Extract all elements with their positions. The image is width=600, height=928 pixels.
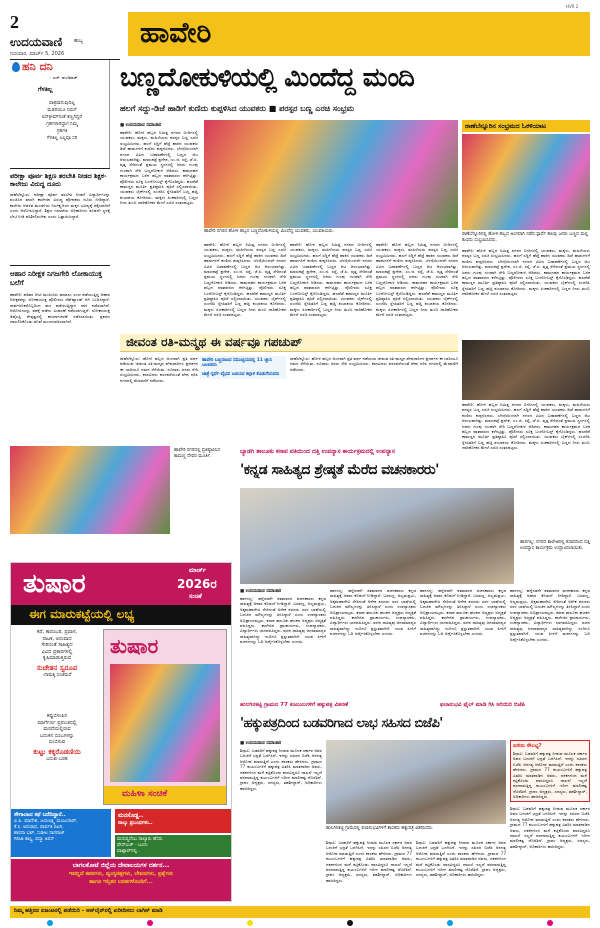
feature-line: ಮರದೆಯಲ್ಲಿರುವ	[43, 726, 71, 732]
vachana-title: 'ಕನ್ನಡ ಸಾಹಿತ್ಯದ ಶ್ರೇಷ್ಠತೆ ಮೆರೆದ ವಚನಕಾರರು'	[240, 462, 439, 478]
highlight-name: ಸುಚೇತನ ಸ್ವರೂಪ	[36, 663, 78, 672]
bjp-box-body: ಶಿಗ್ಗಾವಿ: ಬಡವರಿಗೆ ಹಕ್ಕುಪತ್ರ ನೀಡುವ ಮೂಲಕ ಸರ್ಕಾರ ಅವರ ಬದುಕಿಗೆ ಭದ್ರತೆ ಒದಗಿಸಿದೆ. ಇದನ್ನು ಸಹಿಸದ ಬಿಜೆಪಿ ಅನಗತ್ಯ ಆರೋಪ ಮಾಡುತ್ತಿದೆ ಎಂದು ಶಾಸಕರು ಹೇಳಿದರು. ಗ್ರಾಮದ 77 ಕುಟುಂಬಗಳಿಗೆ ಹಕ್ಕುಪತ್ರ ವಿತರಿಸಿ ಮಾತನಾಡಿದ ಅವರು, ದಶಕಗಳಿಂದ ಮನೆ ಕಟ್ಟಿಕೊಂಡು ವಾಸವಿದ್ದರೂ ದಾಖಲೆ ಇಲ್ಲದೆ ಪರದಾಡುತ್ತಿದ್ದ ಕುಟುಂಬಗಳಿಗೆ ಇದೀಗ ಮಾಲೀಕತ್ವ ದೊರೆತಿದೆ. ಗ್ರಾಪಂ ಅಧ್ಯಕ್ಷರು, ಸದಸ್ಯರು, ತಹಶೀಲ್ದಾರ್, ಅಧಿಕಾರಿಗಳು ಹಾಜರಿದ್ದರು.	[513, 751, 587, 800]
hanidani-author: - ಎಚ್. ಡುಂಡಿರಾಜ್	[50, 75, 78, 80]
bottom-line: ಹಾಗೂ ಇನ್ನಿತರ ಬರಹಗಳೊಂದಿಗೆ...	[89, 879, 153, 885]
left-story1-body: ರಾಣೆಬೆನ್ನೂರು: ಪರೀಕ್ಷಾ ಪೂರ್ವ ತರಬೇತಿ ನೀಡದೆ ವಿದ್ಯಾರ್ಥಿಗಳನ್ನು ವಂಚಿಸಿದ ಖಾಸಗಿ ಕಾಲೇಜಿನ ವಿರುದ್ಧ ಪೋಷಕರು ದೂರು ನೀಡಿದ್ದಾರೆ. ಕಾಲೇಜು ಆಡಳಿತ ಮಂಡಳಿಯ ನಿರ್ಲಕ್ಷ್ಯದಿಂದ ಮಕ್ಕಳ ಭವಿಷ್ಯಕ್ಕೆ ಧಕ್ಕೆಯಾಗಿದೆ ಎಂದು ಆರೋಪಿಸಿದ್ದಾರೆ. ಶಿಕ್ಷಣ ಇಲಾಖೆಯ ಅಧಿಕಾರಿಗಳು ಕೂಡಲೇ ಸ್ಥಳಕ್ಕೆ ಭೇಟಿ ನೀಡಿ ಪರಿಶೀಲಿಸಬೇಕು ಎಂದು ಒತ್ತಾಯಿಸಿದ್ದಾರೆ.	[10, 192, 110, 219]
subhead-separator: ■	[268, 104, 280, 113]
feature-line: ಕಪ್ಪುಬಿಳುಪಿನ	[46, 713, 68, 719]
tushara-brand: ತುಷಾರ	[23, 569, 86, 599]
cmyk-dot-cyan	[447, 920, 453, 926]
footer-ticker	[10, 906, 590, 918]
col2b-line: ಫೇಸ್‌ಬುಕ್ - ಬಂದು	[117, 843, 148, 848]
col2-sub: ನಾಲ್ಕು ಪ್ರಬಂಧಗಳು..	[118, 820, 153, 826]
vachana-body-col1: ಹಾನಗಲ್ಲ: ಹನ್ನೆರಡನೇ ಶತಮಾನದ ವಚನಕಾರರು ಕನ್ನಡ ಸಾಹಿತ್ಯಕ್ಕೆ ಅಪಾರ ಕೊಡುಗೆ ನೀಡಿದ್ದಾರೆ. ಬಸವಣ್ಣ, ಅಲ್ಲಮಪ್ರಭು, ಅಕ್ಕಮಹಾದೇವಿ ಸೇರಿದಂತೆ ಅನೇಕ ಶರಣರು ಸರಳ ಭಾಷೆಯಲ್ಲಿ ಬದುಕಿನ ಮೌಲ್ಯಗಳನ್ನು ತಿಳಿಸಿದ್ದಾರೆ ಎಂದು ಉಪನ್ಯಾಸಕರು ಅಭಿಪ್ರಾಯಪಟ್ಟರು. ಕಸಾಪ ತಾಲೂಕು ಘಟಕದ ಅಧ್ಯಕ್ಷರು ಅಧ್ಯಕ್ಷತೆ ವಹಿಸಿದ್ದರು. ಕಾಲೇಜಿನ ಪ್ರಾಚಾರ್ಯರು, ಉಪನ್ಯಾಸಕರು, ವಿದ್ಯಾರ್ಥಿಗಳು ಭಾಗವಹಿಸಿದ್ದರು. ವಚನ ಸಾಹಿತ್ಯವು ಜನಸಾಮಾನ್ಯರ ಸಾಹಿತ್ಯವಾಗಿದ್ದು ಇಂದಿಗೂ ಪ್ರಸ್ತುತವಾಗಿದೆ. ಯುವ ಪೀಳಿಗೆ ವಚನಗಳನ್ನು ಓದಿ ಅರ್ಥೈಸಿಕೊಳ್ಳಬೇಕು ಎಂದರು.	[240, 596, 326, 645]
tushara-year: 2026ರ	[177, 577, 217, 591]
cover-issue-bar	[104, 786, 226, 804]
bjp-body-col1: ಶಿಗ್ಗಾವಿ: ಬಡವರಿಗೆ ಹಕ್ಕುಪತ್ರ ನೀಡುವ ಮೂಲಕ ಸರ್ಕಾರ ಅವರ ಬದುಕಿಗೆ ಭದ್ರತೆ ಒದಗಿಸಿದೆ. ಇದನ್ನು ಸಹಿಸದ ಬಿಜೆಪಿ ಅನಗತ್ಯ ಆರೋಪ ಮಾಡುತ್ತಿದೆ ಎಂದು ಶಾಸಕರು ಹೇಳಿದರು. ಗ್ರಾಮದ 77 ಕುಟುಂಬಗಳಿಗೆ ಹಕ್ಕುಪತ್ರ ವಿತರಿಸಿ ಮಾತನಾಡಿದ ಅವರು, ದಶಕಗಳಿಂದ ಮನೆ ಕಟ್ಟಿಕೊಂಡು ವಾಸವಿದ್ದರೂ ದಾಖಲೆ ಇಲ್ಲದೆ ಪರದಾಡುತ್ತಿದ್ದ ಕುಟುಂಬಗಳಿಗೆ ಇದೀಗ ಮಾಲೀಕತ್ವ ದೊರೆತಿದೆ. ಗ್ರಾಪಂ ಅಧ್ಯಕ್ಷರು, ಸದಸ್ಯರು, ತಹಶೀಲ್ದಾರ್, ಅಧಿಕಾರಿಗಳು ಹಾಜರಿದ್ದರು.	[240, 748, 322, 791]
col1-line: ಕೆ.ಸಿ. ಅನುರಾಧ, ಪಾರ್ವತಿ ಪಿಟಗಿ,	[14, 825, 64, 830]
tushara-col1	[11, 809, 111, 857]
gossip-photo	[10, 446, 170, 534]
left-story2-body: ಹಾವೇರಿ: ಪಡಿತರ ಚೀಟಿ ಮಂಜೂರು ಮಾಡಲು ಲಂಚ ಪಡೆಯುತ್ತಿದ್ದ ಆಹಾರ ನಿರೀಕ್ಷಕರನ್ನು ಲೋಕಾಯುಕ್ತ ಪೊಲೀಸರು ರೆಡ್‌ಹ್ಯಾಂಡ್ ಆಗಿ ಬಂಧಿಸಿದ್ದಾರೆ. ಸಾರ್ವಜನಿಕರೊಬ್ಬರಿಂದ ಹಣ ಪಡೆಯುತ್ತಿದ್ದಾಗ ದಾಳಿ ನಡೆಸಲಾಗಿದೆ. ಆರೋಪಿಯನ್ನು ವಶಕ್ಕೆ ಪಡೆದು ವಿಚಾರಣೆ ನಡೆಸಲಾಗುತ್ತಿದೆ. ಲೋಕಾಯುಕ್ತ ಡಿವೈಎಸ್ಪಿ ನೇತೃತ್ವದಲ್ಲಿ ಕಾರ್ಯಾಚರಣೆ ನಡೆಸಲಾಯಿತು. ಪ್ರಕರಣ ದಾಖಲಿಸಿಕೊಂಡು ತನಿಖೆ ಮುಂದುವರಿಸಲಾಗಿದೆ.	[10, 292, 110, 325]
highlight-sub: -ನಾಮಕ್ಕ ಸಂಜೆಮನೆ	[42, 672, 72, 678]
bjp-kicker-right: ಫಲಾನುಭವಿ ಫೈಲ್ ಮಾಡಿ ಗಿಸಿ ಅರಿಯಿರಿ ಬಿಜೆಪಿ	[440, 702, 526, 708]
main-body-col1: ಹಾವೇರಿ: ಹೋಳಿ ಹಬ್ಬದ ನಿಮಿತ್ತ ನಗರದ ಬೀದಿಗಳಲ್ಲಿ ಯುವಕರು, ಮಕ್ಕಳು, ಮಹಿಳೆಯರು ಪರಸ್ಪರ ಬಣ್ಣ ಎರಚಿ ಸಂಭ್ರಮಿಸಿದರು. ಹಲಗೆ ಸದ್ದಿಗೆ ಹೆಜ್ಜೆ ಹಾಕಿದ ಯುವಕರು ಡಿಜೆ ಹಾಡುಗಳಿಗೆ ಕುಣಿದು ಕುಪ್ಪಳಿಸಿದರು. ಬೆಳಗ್ಗೆಯಿಂದಲೇ ನಗರದ ವಿವಿಧ ಬಡಾವಣೆಗಳಲ್ಲಿ ಬಣ್ಣದ ಆಟ ಆರಂಭವಾಗಿತ್ತು. ಮಾರುಕಟ್ಟೆ ಪ್ರದೇಶ, ಎಂ.ಜಿ. ರಸ್ತೆ, ಜೆ.ಪಿ. ವೃತ್ತ ಸೇರಿದಂತೆ ಪ್ರಮುಖ ಸ್ಥಳಗಳಲ್ಲಿ ಜನರು ಗುಂಪು ಗುಂಪಾಗಿ ಸೇರಿ ಬಣ್ಣದೋಕುಳಿ ಆಡಿದರು. ಕಾಮದಹನ ಕಾರ್ಯಕ್ರಮದ ಬಳಿಕ ಹಬ್ಬದ ವಾತಾವರಣ ಕಳೆಗಟ್ಟಿತ್ತು. ಪೊಲೀಸರು ಸೂಕ್ತ ಬಂದೋಬಸ್ತ್ ಕೈಗೊಂಡಿದ್ದರು. ಹಲವೆಡೆ ಕಾಮಣ್ಣನ ಮೂರ್ತಿ ಪ್ರತಿಷ್ಠಾಪಿಸಿ ಪೂಜೆ ಸಲ್ಲಿಸಲಾಯಿತು. ಯುವಕರು ಬೈಕ್‌ಗಳಲ್ಲಿ ಸಂಚರಿಸಿ ಸ್ನೇಹಿತರಿಗೆ ಬಣ್ಣ ಹಚ್ಚಿ ಶುಭಾಶಯ ಕೋರಿದರು. ಮಕ್ಕಳು ಪಿಚಕಾರಿಗಳಲ್ಲಿ ಬಣ್ಣದ ನೀರು ತುಂಬಿ ದಾರಿಹೋಕರ ಮೇಲೆ ಎರಚಿ ಸಂತಸಪಟ್ಟರು.	[120, 130, 198, 206]
promo-line: ವಿವಿಧ ಪ್ರಕಾರಗಳಲ್ಲಿ	[41, 648, 73, 655]
tushara-bottom	[11, 859, 231, 901]
feature-line: ಬಿಂಬಿಸುವ	[48, 739, 66, 745]
cmyk-dot-magenta	[147, 920, 153, 926]
left-story2-title: ಆಹಾರ ನಿರೀಕ್ಷಕ ನಿಗಜಗೇರಿ ಲೋಕಾಯುಕ್ತ ಬಲೆಗೆ	[10, 270, 103, 287]
main-byline: ■ ಉದಯವಾಣಿ ಸಮಾಚಾರ	[120, 123, 162, 128]
gossip-bullets	[200, 356, 286, 379]
bjp-body-col3: ಶಿಗ್ಗಾವಿ: ಬಡವರಿಗೆ ಹಕ್ಕುಪತ್ರ ನೀಡುವ ಮೂಲಕ ಸರ್ಕಾರ ಅವರ ಬದುಕಿಗೆ ಭದ್ರತೆ ಒದಗಿಸಿದೆ. ಇದನ್ನು ಸಹಿಸದ ಬಿಜೆಪಿ ಅನಗತ್ಯ ಆರೋಪ ಮಾಡುತ್ತಿದೆ ಎಂದು ಶಾಸಕರು ಹೇಳಿದರು. ಗ್ರಾಮದ 77 ಕುಟುಂಬಗಳಿಗೆ ಹಕ್ಕುಪತ್ರ ವಿತರಿಸಿ ಮಾತನಾಡಿದ ಅವರು, ದಶಕಗಳಿಂದ ಮನೆ ಕಟ್ಟಿಕೊಂಡು ವಾಸವಿದ್ದರೂ ದಾಖಲೆ ಇಲ್ಲದೆ ಪರದಾಡುತ್ತಿದ್ದ ಕುಟುಂಬಗಳಿಗೆ ಇದೀಗ ಮಾಲೀಕತ್ವ ದೊರೆತಿದೆ. ಗ್ರಾಪಂ ಅಧ್ಯಕ್ಷರು, ಸದಸ್ಯರು, ತಹಶೀಲ್ದಾರ್, ಅಧಿಕಾರಿಗಳು ಹಾಜರಿದ್ದರು.	[416, 840, 506, 878]
gossip-side-caption: ಹಾವೇರಿ ನಗರದಲ್ಲಿ ಪ್ರತಿಷ್ಠಾಪಿಸಿದ ಕಾಮಣ್ಣ ದೇವರ ಮೂರ್ತಿ.	[174, 448, 221, 459]
col1-title: ಸೌಗಾಲಾದ ಕಥೆ ಬರೆದಿದ್ದಾರೆ..	[14, 812, 66, 818]
bjp-photo	[326, 740, 506, 824]
sidebar-photo	[462, 134, 590, 230]
gossip-banner	[120, 334, 458, 352]
sidebar-title-bar	[462, 120, 590, 132]
divider	[10, 265, 110, 266]
bjp-title: 'ಹಕ್ಕುಪತ್ರದಿಂದ ಬಡವರಿಗಾದ ಲಾಭ ಸಹಿಸದ ಬಿಜೆಪಿ'	[240, 716, 443, 731]
cover-photo	[110, 664, 220, 782]
hanidani-title: ಹನಿ ದನಿ	[22, 60, 53, 73]
col2b-line: ಮನುಷ್ಯನೆಂಬ ನಾಲ್ಕಾರು ಹೆಸರು	[117, 837, 163, 842]
cmyk-dot-yellow	[247, 920, 253, 926]
vachana-caption: ಹಾನಗಲ್ಲ: ನಗರದ ಕಾಲೇಜಿನಲ್ಲಿ ಕಸಾಪದಿಂದ ದತ್ತಿ ಉಪನ್ಯಾಸ ಕಾರ್ಯಕ್ರಮ ಉದ್ಘಾಟಿಸಲಾಯಿತು.	[520, 540, 590, 551]
gossip-body-col2: ರಾಣೆಬೆನ್ನೂರು: ಹೋಳಿ ಹಬ್ಬದ ಅಂಗವಾಗಿ ಪ್ರತಿ ವರ್ಷ ನಡೆಯುವ ಜೀವಂತ ರತಿ-ಮನ್ಮಥ ವೇಷಧಾರಿಗಳ ಪ್ರದರ್ಶನ ಈ ಬಾರಿಯೂ ಗಮನ ಸೆಳೆಯಿತು. ನೂರಾರು ಜನರು ಸೇರಿ ಸಂಭ್ರಮಿಸಿದರು. ಕಲಾವಿದರು ಪರಂಪರೆಯಂತೆ ವೇಷ ಧರಿಸಿ ನಗರದಲ್ಲಿ ಮೆರವಣಿಗೆ ನಡೆಸಿದರು.	[290, 356, 458, 372]
vachana-body-col2: ಹಾನಗಲ್ಲ: ಹನ್ನೆರಡನೇ ಶತಮಾನದ ವಚನಕಾರರು ಕನ್ನಡ ಸಾಹಿತ್ಯಕ್ಕೆ ಅಪಾರ ಕೊಡುಗೆ ನೀಡಿದ್ದಾರೆ. ಬಸವಣ್ಣ, ಅಲ್ಲಮಪ್ರಭು, ಅಕ್ಕಮಹಾದೇವಿ ಸೇರಿದಂತೆ ಅನೇಕ ಶರಣರು ಸರಳ ಭಾಷೆಯಲ್ಲಿ ಬದುಕಿನ ಮೌಲ್ಯಗಳನ್ನು ತಿಳಿಸಿದ್ದಾರೆ ಎಂದು ಉಪನ್ಯಾಸಕರು ಅಭಿಪ್ರಾಯಪಟ್ಟರು. ಕಸಾಪ ತಾಲೂಕು ಘಟಕದ ಅಧ್ಯಕ್ಷರು ಅಧ್ಯಕ್ಷತೆ ವಹಿಸಿದ್ದರು. ಕಾಲೇಜಿನ ಪ್ರಾಚಾರ್ಯರು, ಉಪನ್ಯಾಸಕರು, ವಿದ್ಯಾರ್ಥಿಗಳು ಭಾಗವಹಿಸಿದ್ದರು. ವಚನ ಸಾಹಿತ್ಯವು ಜನಸಾಮಾನ್ಯರ ಸಾಹಿತ್ಯವಾಗಿದ್ದು ಇಂದಿಗೂ ಪ್ರಸ್ತುತವಾಗಿದೆ. ಯುವ ಪೀಳಿಗೆ ವಚನಗಳನ್ನು ಓದಿ ಅರ್ಥೈಸಿಕೊಳ್ಳಬೇಕು ಎಂದರು.	[330, 588, 416, 637]
cmyk-dot-black	[347, 920, 353, 926]
main-body-col6: ಹಾವೇರಿ: ಹೋಳಿ ಹಬ್ಬದ ನಿಮಿತ್ತ ನಗರದ ಬೀದಿಗಳಲ್ಲಿ ಯುವಕರು, ಮಕ್ಕಳು, ಮಹಿಳೆಯರು ಪರಸ್ಪರ ಬಣ್ಣ ಎರಚಿ ಸಂಭ್ರಮಿಸಿದರು. ಹಲಗೆ ಸದ್ದಿಗೆ ಹೆಜ್ಜೆ ಹಾಕಿದ ಯುವಕರು ಡಿಜೆ ಹಾಡುಗಳಿಗೆ ಕುಣಿದು ಕುಪ್ಪಳಿಸಿದರು. ಬೆಳಗ್ಗೆಯಿಂದಲೇ ನಗರದ ವಿವಿಧ ಬಡಾವಣೆಗಳಲ್ಲಿ ಬಣ್ಣದ ಆಟ ಆರಂಭವಾಗಿತ್ತು. ಮಾರುಕಟ್ಟೆ ಪ್ರದೇಶ, ಎಂ.ಜಿ. ರಸ್ತೆ, ಜೆ.ಪಿ. ವೃತ್ತ ಸೇರಿದಂತೆ ಪ್ರಮುಖ ಸ್ಥಳಗಳಲ್ಲಿ ಜನರು ಗುಂಪು ಗುಂಪಾಗಿ ಸೇರಿ ಬಣ್ಣದೋಕುಳಿ ಆಡಿದರು. ಕಾಮದಹನ ಕಾರ್ಯಕ್ರಮದ ಬಳಿಕ ಹಬ್ಬದ ವಾತಾವರಣ ಕಳೆಗಟ್ಟಿತ್ತು. ಪೊಲೀಸರು ಸೂಕ್ತ ಬಂದೋಬಸ್ತ್ ಕೈಗೊಂಡಿದ್ದರು. ಹಲವೆಡೆ ಕಾಮಣ್ಣನ ಮೂರ್ತಿ ಪ್ರತಿಷ್ಠಾಪಿಸಿ ಪೂಜೆ ಸಲ್ಲಿಸಲಾಯಿತು. ಯುವಕರು ಬೈಕ್‌ಗಳಲ್ಲಿ ಸಂಚರಿಸಿ ಸ್ನೇಹಿತರಿಗೆ ಬಣ್ಣ ಹಚ್ಚಿ ಶುಭಾಶಯ ಕೋರಿದರು. ಮಕ್ಕಳು ಪಿಚಕಾರಿಗಳಲ್ಲಿ ಬಣ್ಣದ ನೀರು ತುಂಬಿ ದಾರಿಹೋಕರ ಮೇಲೆ ಎರಚಿ ಸಂತಸಪಟ್ಟರು.	[462, 402, 590, 451]
tushara-issue: ಸಂಚಿಕೆ	[189, 593, 202, 600]
feature-line: ಮಾರ್ಗೆರ್ಣ ಪ್ರಪಂಚದಲ್ಲಿ	[37, 719, 77, 726]
poem-line: ಗ್ರಹಗತಿ	[56, 129, 68, 134]
sidebar-title: ರಾಣೆಬೆನ್ನೂರಿನ ಸಂಭ್ರಮದ ಓಕಳಿಯಾಟ	[465, 122, 547, 130]
col1-line: ವಿ.ಪಿ. ಮಾದೇಶ, ಜಯಲಕ್ಷ್ಮಿ ಮಂಜುನಾಥ್,	[14, 819, 78, 824]
vachana-body-col4: ಹಾನಗಲ್ಲ: ಹನ್ನೆರಡನೇ ಶತಮಾನದ ವಚನಕಾರರು ಕನ್ನಡ ಸಾಹಿತ್ಯಕ್ಕೆ ಅಪಾರ ಕೊಡುಗೆ ನೀಡಿದ್ದಾರೆ. ಬಸವಣ್ಣ, ಅಲ್ಲಮಪ್ರಭು, ಅಕ್ಕಮಹಾದೇವಿ ಸೇರಿದಂತೆ ಅನೇಕ ಶರಣರು ಸರಳ ಭಾಷೆಯಲ್ಲಿ ಬದುಕಿನ ಮೌಲ್ಯಗಳನ್ನು ತಿಳಿಸಿದ್ದಾರೆ ಎಂದು ಉಪನ್ಯಾಸಕರು ಅಭಿಪ್ರಾಯಪಟ್ಟರು. ಕಸಾಪ ತಾಲೂಕು ಘಟಕದ ಅಧ್ಯಕ್ಷರು ಅಧ್ಯಕ್ಷತೆ ವಹಿಸಿದ್ದರು. ಕಾಲೇಜಿನ ಪ್ರಾಚಾರ್ಯರು, ಉಪನ್ಯಾಸಕರು, ವಿದ್ಯಾರ್ಥಿಗಳು ಭಾಗವಹಿಸಿದ್ದರು. ವಚನ ಸಾಹಿತ್ಯವು ಜನಸಾಮಾನ್ಯರ ಸಾಹಿತ್ಯವಾಗಿದ್ದು ಇಂದಿಗೂ ಪ್ರಸ್ತುತವಾಗಿದೆ. ಯುವ ಪೀಳಿಗೆ ವಚನಗಳನ್ನು ಓದಿ ಅರ್ಥೈಸಿಕೊಳ್ಳಬೇಕು ಎಂದರು.	[510, 588, 590, 642]
bottom-line: ಇವಲ್ಲದೆ ಕವನಗಳು, ವ್ಯಂಗ್ಯಚಿತ್ರಗಳು, ಲೇಖನಗಳು, ಪ್ರಶ್ನೆಗಳು	[68, 871, 174, 877]
poem-line: ಐಸ್‌ಕ್ರೀಮ್‌ನಂತೆ ತಣ್ಣಗಿದ್ದರೆ	[42, 115, 82, 120]
gossip-bullet: ಹಾವೇರಿ ಬಣ್ಣದಾಟದ ಸಮುಚ್ಚಯದಲ್ಲಿ 11 ಜ್ಞಾನಿ ಜಲಚರರು	[202, 358, 272, 369]
main-photo	[204, 120, 458, 228]
promo-line: ಸೇರಿದಂತೆ ಸಾಹಿತ್ಯದ	[41, 642, 73, 648]
date-line: ಗುರುವಾರ, ಮಾರ್ಚ್ 5, 2026	[10, 51, 65, 57]
tushara-month: ಮಾರ್ಚ್	[189, 567, 206, 574]
hanidani-box	[10, 60, 110, 168]
vachana-byline: ■ ಉದಯವಾಣಿ ಸಮಾಚಾರ	[240, 589, 282, 594]
tushara-col2	[115, 809, 231, 833]
feature-line: ಬದುಕಿನ ಬಿಂಬಗಳನ್ನು	[39, 732, 75, 739]
poem-line: ಮಡದಿಯೂ ನಿಮಗೆ	[47, 108, 77, 113]
poem-title: ಗೆಳತಿಲ್ಲ	[38, 86, 53, 93]
divider	[10, 168, 110, 169]
bottom-line: ಬಾಗಲಕೋಟೆ ಜಿಲ್ಲೆಯ ದೇವಾಲಯಗಳ ದರ್ಶನ...	[72, 862, 170, 869]
promo-line: ನಾಟಕ, ಅನುವಾದ	[42, 635, 72, 642]
sidebar-caption: ರಾಣೆಬೆನ್ನೂರಿನಲ್ಲಿ ಹೋಳಿ ಹಬ್ಬದ ಅಂಗವಾಗಿ ನಡೆದ ಸ್ಪಾರ್ಧೆ ಹಲವು ಜನರು ಬಣ್ಣದ ಮಲ್ಲಿ ಕುಣಿದು ಸಂಭ್ರಮಿಸಿದರು.	[462, 232, 589, 243]
paper-suffix: ಹುಬ್ಬ	[74, 38, 84, 44]
cover-issue: ಮಹಿಳಾ ಸಂಚಿಕೆ	[122, 789, 168, 799]
main-body-col5: ಹಾವೇರಿ: ಹೋಳಿ ಹಬ್ಬದ ನಿಮಿತ್ತ ನಗರದ ಬೀದಿಗಳಲ್ಲಿ ಯುವಕರು, ಮಕ್ಕಳು, ಮಹಿಳೆಯರು ಪರಸ್ಪರ ಬಣ್ಣ ಎರಚಿ ಸಂಭ್ರಮಿಸಿದರು. ಹಲಗೆ ಸದ್ದಿಗೆ ಹೆಜ್ಜೆ ಹಾಕಿದ ಯುವಕರು ಡಿಜೆ ಹಾಡುಗಳಿಗೆ ಕುಣಿದು ಕುಪ್ಪಳಿಸಿದರು. ಬೆಳಗ್ಗೆಯಿಂದಲೇ ನಗರದ ವಿವಿಧ ಬಡಾವಣೆಗಳಲ್ಲಿ ಬಣ್ಣದ ಆಟ ಆರಂಭವಾಗಿತ್ತು. ಮಾರುಕಟ್ಟೆ ಪ್ರದೇಶ, ಎಂ.ಜಿ. ರಸ್ತೆ, ಜೆ.ಪಿ. ವೃತ್ತ ಸೇರಿದಂತೆ ಪ್ರಮುಖ ಸ್ಥಳಗಳಲ್ಲಿ ಜನರು ಗುಂಪು ಗುಂಪಾಗಿ ಸೇರಿ ಬಣ್ಣದೋಕುಳಿ ಆಡಿದರು. ಕಾಮದಹನ ಕಾರ್ಯಕ್ರಮದ ಬಳಿಕ ಹಬ್ಬದ ವಾತಾವರಣ ಕಳೆಗಟ್ಟಿತ್ತು. ಪೊಲೀಸರು ಸೂಕ್ತ ಬಂದೋಬಸ್ತ್ ಕೈಗೊಂಡಿದ್ದರು. ಹಲವೆಡೆ ಕಾಮಣ್ಣನ ಮೂರ್ತಿ ಪ್ರತಿಷ್ಠಾಪಿಸಿ ಪೂಜೆ ಸಲ್ಲಿಸಲಾಯಿತು. ಯುವಕರು ಬೈಕ್‌ಗಳಲ್ಲಿ ಸಂಚರಿಸಿ ಸ್ನೇಹಿತರಿಗೆ ಬಣ್ಣ ಹಚ್ಚಿ ಶುಭಾಶಯ ಕೋರಿದರು. ಮಕ್ಕಳು ಪಿಚಕಾರಿಗಳಲ್ಲಿ ಬಣ್ಣದ ನೀರು ತುಂಬಿ ದಾರಿಹೋಕರ ಮೇಲೆ ಎರಚಿ ಸಂತಸಪಟ್ಟರು.	[462, 248, 590, 297]
main-photo-caption: ಹಾವೇರಿ ನಗರದ ಹೋಳಿ ಹಬ್ಬದ ಬಣ್ಣದೋಕುಳಿಯಲ್ಲಿ ಮಿಂದೆದ್ದ ಯುವಕರು, ಯುವತಿಯರು.	[204, 229, 335, 234]
registration-marks	[0, 918, 600, 928]
footer-text: ನಿಮ್ಮ ಹತ್ತಿರದ ಏಜಂಟರಲ್ಲಿ ಪಡೆಯಿರಿ - ಆನ್‌ಲೈನ್‌ನಲ್ಲಿ ಖರೀದಿಸಲು ಲಾಗಿನ್ ಮಾಡಿ	[14, 908, 163, 914]
sidebar-photo2	[462, 340, 590, 400]
bjp-body-col2: ಶಿಗ್ಗಾವಿ: ಬಡವರಿಗೆ ಹಕ್ಕುಪತ್ರ ನೀಡುವ ಮೂಲಕ ಸರ್ಕಾರ ಅವರ ಬದುಕಿಗೆ ಭದ್ರತೆ ಒದಗಿಸಿದೆ. ಇದನ್ನು ಸಹಿಸದ ಬಿಜೆಪಿ ಅನಗತ್ಯ ಆರೋಪ ಮಾಡುತ್ತಿದೆ ಎಂದು ಶಾಸಕರು ಹೇಳಿದರು. ಗ್ರಾಮದ 77 ಕುಟುಂಬಗಳಿಗೆ ಹಕ್ಕುಪತ್ರ ವಿತರಿಸಿ ಮಾತನಾಡಿದ ಅವರು, ದಶಕಗಳಿಂದ ಮನೆ ಕಟ್ಟಿಕೊಂಡು ವಾಸವಿದ್ದರೂ ದಾಖಲೆ ಇಲ್ಲದೆ ಪರದಾಡುತ್ತಿದ್ದ ಕುಟುಂಬಗಳಿಗೆ ಇದೀಗ ಮಾಲೀಕತ್ವ ದೊರೆತಿದೆ. ಗ್ರಾಪಂ ಅಧ್ಯಕ್ಷರು, ಸದಸ್ಯರು, ತಹಶೀಲ್ದಾರ್, ಅಧಿಕಾರಿಗಳು ಹಾಜರಿದ್ದರು.	[326, 840, 412, 883]
tushara-cover	[103, 629, 227, 805]
vachana-kicker: ಬ್ಯಾಡಗಿ ತಾಲೂಕು ಕಸಾಪ ವತಿಯಿಂದ ದತ್ತಿ ಉಪನ್ಯಾಸ ಕಾರ್ಯಕ್ರಮದಲ್ಲಿ ಉಪನ್ಯಾಸ	[240, 448, 395, 455]
tushara-ad	[10, 562, 232, 902]
gossip-bullet: ಜಾತ್ರೆ-ಸ್ಪರ್ಧೆ-ವೈಭವ ಜಯಿಸಿದ ಕಲ್ಗಾಳಿ ಕೊಡುಗೆಯವರು	[202, 371, 280, 377]
cmyk-dot-cyan	[47, 920, 53, 926]
poem-line: ಪಾತ್ರವಾಗುವುದಿಲ್ಲ	[49, 101, 75, 106]
tushara-promo	[15, 629, 99, 679]
tushara-tagline-bar	[11, 605, 231, 625]
feature2-sub: ಬದುಕು-ಬರಹ	[46, 756, 68, 762]
col2b-line: ವಾಟ್ಸಾಪ್‌ನಲ್ಲಿ..	[117, 849, 141, 854]
bjp-photo-caption: ಹುಲಗಿನಕಟ್ಟಿ ಗ್ರಾಮದಲ್ಲಿ ಫಲಾನುಭವಿಗಳಿಗೆ ಶಾಸಕರು ಹಕ್ಕುಪತ್ರ ವಿತರಿಸಿದರು.	[326, 826, 434, 831]
vachana-body-col3: ಹಾನಗಲ್ಲ: ಹನ್ನೆರಡನೇ ಶತಮಾನದ ವಚನಕಾರರು ಕನ್ನಡ ಸಾಹಿತ್ಯಕ್ಕೆ ಅಪಾರ ಕೊಡುಗೆ ನೀಡಿದ್ದಾರೆ. ಬಸವಣ್ಣ, ಅಲ್ಲಮಪ್ರಭು, ಅಕ್ಕಮಹಾದೇವಿ ಸೇರಿದಂತೆ ಅನೇಕ ಶರಣರು ಸರಳ ಭಾಷೆಯಲ್ಲಿ ಬದುಕಿನ ಮೌಲ್ಯಗಳನ್ನು ತಿಳಿಸಿದ್ದಾರೆ ಎಂದು ಉಪನ್ಯಾಸಕರು ಅಭಿಪ್ರಾಯಪಟ್ಟರು. ಕಸಾಪ ತಾಲೂಕು ಘಟಕದ ಅಧ್ಯಕ್ಷರು ಅಧ್ಯಕ್ಷತೆ ವಹಿಸಿದ್ದರು. ಕಾಲೇಜಿನ ಪ್ರಾಚಾರ್ಯರು, ಉಪನ್ಯಾಸಕರು, ವಿದ್ಯಾರ್ಥಿಗಳು ಭಾಗವಹಿಸಿದ್ದರು. ವಚನ ಸಾಹಿತ್ಯವು ಜನಸಾಮಾನ್ಯರ ಸಾಹಿತ್ಯವಾಗಿದ್ದು ಇಂದಿಗೂ ಪ್ರಸ್ತುತವಾಗಿದೆ. ಯುವ ಪೀಳಿಗೆ ವಚನಗಳನ್ನು ಓದಿ ಅರ್ಥೈಸಿಕೊಳ್ಳಬೇಕು ಎಂದರು.	[420, 588, 506, 637]
cover-title: ತುಷಾರ	[110, 634, 159, 658]
tushara-header	[11, 563, 231, 605]
paper-name: ಉದಯವಾಣಿ	[10, 35, 63, 49]
gossip-body-col1: ರಾಣೆಬೆನ್ನೂರು: ಹೋಳಿ ಹಬ್ಬದ ಅಂಗವಾಗಿ ಪ್ರತಿ ವರ್ಷ ನಡೆಯುವ ಜೀವಂತ ರತಿ-ಮನ್ಮಥ ವೇಷಧಾರಿಗಳ ಪ್ರದರ್ಶನ ಈ ಬಾರಿಯೂ ಗಮನ ಸೆಳೆಯಿತು. ನೂರಾರು ಜನರು ಸೇರಿ ಸಂಭ್ರಮಿಸಿದರು. ಕಲಾವಿದರು ಪರಂಪರೆಯಂತೆ ವೇಷ ಧರಿಸಿ ನಗರದಲ್ಲಿ ಮೆರವಣಿಗೆ ನಡೆಸಿದರು.	[120, 356, 198, 383]
section-title: ಹಾವೇರಿ	[140, 16, 212, 49]
main-body-col4: ಹಾವೇರಿ: ಹೋಳಿ ಹಬ್ಬದ ನಿಮಿತ್ತ ನಗರದ ಬೀದಿಗಳಲ್ಲಿ ಯುವಕರು, ಮಕ್ಕಳು, ಮಹಿಳೆಯರು ಪರಸ್ಪರ ಬಣ್ಣ ಎರಚಿ ಸಂಭ್ರಮಿಸಿದರು. ಹಲಗೆ ಸದ್ದಿಗೆ ಹೆಜ್ಜೆ ಹಾಕಿದ ಯುವಕರು ಡಿಜೆ ಹಾಡುಗಳಿಗೆ ಕುಣಿದು ಕುಪ್ಪಳಿಸಿದರು. ಬೆಳಗ್ಗೆಯಿಂದಲೇ ನಗರದ ವಿವಿಧ ಬಡಾವಣೆಗಳಲ್ಲಿ ಬಣ್ಣದ ಆಟ ಆರಂಭವಾಗಿತ್ತು. ಮಾರುಕಟ್ಟೆ ಪ್ರದೇಶ, ಎಂ.ಜಿ. ರಸ್ತೆ, ಜೆ.ಪಿ. ವೃತ್ತ ಸೇರಿದಂತೆ ಪ್ರಮುಖ ಸ್ಥಳಗಳಲ್ಲಿ ಜನರು ಗುಂಪು ಗುಂಪಾಗಿ ಸೇರಿ ಬಣ್ಣದೋಕುಳಿ ಆಡಿದರು. ಕಾಮದಹನ ಕಾರ್ಯಕ್ರಮದ ಬಳಿಕ ಹಬ್ಬದ ವಾತಾವರಣ ಕಳೆಗಟ್ಟಿತ್ತು. ಪೊಲೀಸರು ಸೂಕ್ತ ಬಂದೋಬಸ್ತ್ ಕೈಗೊಂಡಿದ್ದರು. ಹಲವೆಡೆ ಕಾಮಣ್ಣನ ಮೂರ್ತಿ ಪ್ರತಿಷ್ಠಾಪಿಸಿ ಪೂಜೆ ಸಲ್ಲಿಸಲಾಯಿತು. ಯುವಕರು ಬೈಕ್‌ಗಳಲ್ಲಿ ಸಂಚರಿಸಿ ಸ್ನೇಹಿತರಿಗೆ ಬಣ್ಣ ಹಚ್ಚಿ ಶುಭಾಶಯ ಕೋರಿದರು. ಮಕ್ಕಳು ಪಿಚಕಾರಿಗಳಲ್ಲಿ ಬಣ್ಣದ ನೀರು ತುಂಬಿ ದಾರಿಹೋಕರ ಮೇಲೆ ಎರಚಿ ಸಂತಸಪಟ್ಟರು.	[376, 242, 458, 318]
bjp-body-col4: ಶಿಗ್ಗಾವಿ: ಬಡವರಿಗೆ ಹಕ್ಕುಪತ್ರ ನೀಡುವ ಮೂಲಕ ಸರ್ಕಾರ ಅವರ ಬದುಕಿಗೆ ಭದ್ರತೆ ಒದಗಿಸಿದೆ. ಇದನ್ನು ಸಹಿಸದ ಬಿಜೆಪಿ ಅನಗತ್ಯ ಆರೋಪ ಮಾಡುತ್ತಿದೆ ಎಂದು ಶಾಸಕರು ಹೇಳಿದರು. ಗ್ರಾಮದ 77 ಕುಟುಂಬಗಳಿಗೆ ಹಕ್ಕುಪತ್ರ ವಿತರಿಸಿ ಮಾತನಾಡಿದ ಅವರು, ದಶಕಗಳಿಂದ ಮನೆ ಕಟ್ಟಿಕೊಂಡು ವಾಸವಿದ್ದರೂ ದಾಖಲೆ ಇಲ್ಲದೆ ಪರದಾಡುತ್ತಿದ್ದ ಕುಟುಂಬಗಳಿಗೆ ಇದೀಗ ಮಾಲೀಕತ್ವ ದೊರೆತಿದೆ. ಗ್ರಾಪಂ ಅಧ್ಯಕ್ಷರು, ಸದಸ್ಯರು, ತಹಶೀಲ್ದಾರ್, ಅಧಿಕಾರಿಗಳು ಹಾಜರಿದ್ದರು.	[510, 806, 590, 849]
tushara-feature2	[15, 713, 99, 763]
poem-line: ಗೆಳತಿಲ್ಲ ಎಲ್ಲವೂ ಸರಿ	[46, 136, 78, 141]
col2-title: ಮನಸೊಡ್ಡ..	[118, 812, 144, 819]
subhead-left: ಹಲಗೆ ಸದ್ದು-ಡಿಜೆ ಹಾಡಿಗೆ ಕುಣಿದು ಕುಪ್ಪಳಿಸಿದ ಯುವಕರು	[120, 104, 266, 113]
main-body-col2: ಹಾವೇರಿ: ಹೋಳಿ ಹಬ್ಬದ ನಿಮಿತ್ತ ನಗರದ ಬೀದಿಗಳಲ್ಲಿ ಯುವಕರು, ಮಕ್ಕಳು, ಮಹಿಳೆಯರು ಪರಸ್ಪರ ಬಣ್ಣ ಎರಚಿ ಸಂಭ್ರಮಿಸಿದರು. ಹಲಗೆ ಸದ್ದಿಗೆ ಹೆಜ್ಜೆ ಹಾಕಿದ ಯುವಕರು ಡಿಜೆ ಹಾಡುಗಳಿಗೆ ಕುಣಿದು ಕುಪ್ಪಳಿಸಿದರು. ಬೆಳಗ್ಗೆಯಿಂದಲೇ ನಗರದ ವಿವಿಧ ಬಡಾವಣೆಗಳಲ್ಲಿ ಬಣ್ಣದ ಆಟ ಆರಂಭವಾಗಿತ್ತು. ಮಾರುಕಟ್ಟೆ ಪ್ರದೇಶ, ಎಂ.ಜಿ. ರಸ್ತೆ, ಜೆ.ಪಿ. ವೃತ್ತ ಸೇರಿದಂತೆ ಪ್ರಮುಖ ಸ್ಥಳಗಳಲ್ಲಿ ಜನರು ಗುಂಪು ಗುಂಪಾಗಿ ಸೇರಿ ಬಣ್ಣದೋಕುಳಿ ಆಡಿದರು. ಕಾಮದಹನ ಕಾರ್ಯಕ್ರಮದ ಬಳಿಕ ಹಬ್ಬದ ವಾತಾವರಣ ಕಳೆಗಟ್ಟಿತ್ತು. ಪೊಲೀಸರು ಸೂಕ್ತ ಬಂದೋಬಸ್ತ್ ಕೈಗೊಂಡಿದ್ದರು. ಹಲವೆಡೆ ಕಾಮಣ್ಣನ ಮೂರ್ತಿ ಪ್ರತಿಷ್ಠಾಪಿಸಿ ಪೂಜೆ ಸಲ್ಲಿಸಲಾಯಿತು. ಯುವಕರು ಬೈಕ್‌ಗಳಲ್ಲಿ ಸಂಚರಿಸಿ ಸ್ನೇಹಿತರಿಗೆ ಬಣ್ಣ ಹಚ್ಚಿ ಶುಭಾಶಯ ಕೋರಿದರು. ಮಕ್ಕಳು ಪಿಚಕಾರಿಗಳಲ್ಲಿ ಬಣ್ಣದ ನೀರು ತುಂಬಿ ದಾರಿಹೋಕರ ಮೇಲೆ ಎರಚಿ ಸಂತಸಪಟ್ಟರು.	[204, 242, 286, 318]
poem-line: ಗ್ರಹಗಳಾಗಿದ್ದಾಗ ನಿಮ್ಮ	[46, 122, 78, 127]
main-subhead	[120, 104, 590, 114]
tushara-col2b	[115, 835, 231, 857]
cmyk-dot-magenta	[547, 920, 553, 926]
bjp-kicker-bar	[240, 702, 590, 712]
edition-label: HVR 2	[566, 4, 579, 9]
vachana-photo	[240, 488, 514, 584]
tushara-tagline: ಈಗ ಮಾರುಕಟ್ಟೆಯಲ್ಲಿ ಲಭ್ಯ	[29, 607, 135, 621]
page-number: 2	[10, 12, 19, 32]
poem	[20, 100, 104, 142]
section-banner	[128, 12, 590, 56]
feature2-name: ಕುಟ್ಟು ಕಕ್ಕರೊಡಣಿಯ	[33, 747, 81, 756]
left-story1-title: ಪರೀಕ್ಷಾ ಪೂರ್ವ ಶಿಕ್ಷಣ ತರಬೇತಿ ನೀಡದ ಶಿಕ್ಷಕ-ಕಾಲೇಜು ವಿರುದ್ಧ ದೂರು	[10, 172, 107, 188]
col1-line: ಗಿರಿಜಾ ಶಾಸ್ತ್ರಿ, ಪದ್ಮಾ ಅರಸ್	[14, 837, 55, 842]
bjp-box	[510, 740, 590, 802]
promo-line: ಕಥೆ, ಕಾದಂಬರಿ, ಪ್ರವಾಸ,	[36, 629, 78, 635]
water-drop-icon	[12, 62, 20, 72]
main-body-col3: ಹಾವೇರಿ: ಹೋಳಿ ಹಬ್ಬದ ನಿಮಿತ್ತ ನಗರದ ಬೀದಿಗಳಲ್ಲಿ ಯುವಕರು, ಮಕ್ಕಳು, ಮಹಿಳೆಯರು ಪರಸ್ಪರ ಬಣ್ಣ ಎರಚಿ ಸಂಭ್ರಮಿಸಿದರು. ಹಲಗೆ ಸದ್ದಿಗೆ ಹೆಜ್ಜೆ ಹಾಕಿದ ಯುವಕರು ಡಿಜೆ ಹಾಡುಗಳಿಗೆ ಕುಣಿದು ಕುಪ್ಪಳಿಸಿದರು. ಬೆಳಗ್ಗೆಯಿಂದಲೇ ನಗರದ ವಿವಿಧ ಬಡಾವಣೆಗಳಲ್ಲಿ ಬಣ್ಣದ ಆಟ ಆರಂಭವಾಗಿತ್ತು. ಮಾರುಕಟ್ಟೆ ಪ್ರದೇಶ, ಎಂ.ಜಿ. ರಸ್ತೆ, ಜೆ.ಪಿ. ವೃತ್ತ ಸೇರಿದಂತೆ ಪ್ರಮುಖ ಸ್ಥಳಗಳಲ್ಲಿ ಜನರು ಗುಂಪು ಗುಂಪಾಗಿ ಸೇರಿ ಬಣ್ಣದೋಕುಳಿ ಆಡಿದರು. ಕಾಮದಹನ ಕಾರ್ಯಕ್ರಮದ ಬಳಿಕ ಹಬ್ಬದ ವಾತಾವರಣ ಕಳೆಗಟ್ಟಿತ್ತು. ಪೊಲೀಸರು ಸೂಕ್ತ ಬಂದೋಬಸ್ತ್ ಕೈಗೊಂಡಿದ್ದರು. ಹಲವೆಡೆ ಕಾಮಣ್ಣನ ಮೂರ್ತಿ ಪ್ರತಿಷ್ಠಾಪಿಸಿ ಪೂಜೆ ಸಲ್ಲಿಸಲಾಯಿತು. ಯುವಕರು ಬೈಕ್‌ಗಳಲ್ಲಿ ಸಂಚರಿಸಿ ಸ್ನೇಹಿತರಿಗೆ ಬಣ್ಣ ಹಚ್ಚಿ ಶುಭಾಶಯ ಕೋರಿದರು. ಮಕ್ಕಳು ಪಿಚಕಾರಿಗಳಲ್ಲಿ ಬಣ್ಣದ ನೀರು ತುಂಬಿ ದಾರಿಹೋಕರ ಮೇಲೆ ಎರಚಿ ಸಂತಸಪಟ್ಟರು.	[290, 242, 372, 318]
bjp-kicker-left: ಹುಲಗಿನಕಟ್ಟಿ ಗ್ರಾಮದ 77 ಕುಟುಂಬಗಳಿಗೆ ಹಕ್ಕುಪತ್ರ ವಿತರಣೆ	[240, 702, 349, 708]
bjp-box-title: ಏನೇನು ಸೌಲಭ್ಯ?	[513, 743, 542, 749]
subhead-right: ಪರಸ್ಪರ ಬಣ್ಣ ಎರಚಿ ಸಂಭ್ರಮ	[279, 104, 355, 113]
main-headline: ಬಣ್ಣದೋಕುಳಿಯಲ್ಲಿ ಮಿಂದೆದ್ದ ಮಂದಿ	[120, 63, 414, 93]
gossip-title: ಜೀವಂತ ರತಿ-ಮನ್ಮಥ ಈ ವರ್ಷವೂ ಗಪಚುಪ್	[126, 335, 302, 349]
col1-line: ಶಾರದಾ ಭಟ್, ಸುಶೀಲ ನಾಗರಾಜ್	[14, 831, 65, 836]
bjp-byline: ■ ಉದಯವಾಣಿ ಸಮಾಚಾರ	[240, 741, 282, 746]
promo-line: ಕೃಷಿಮಾಡುತ್ತಿರುವ	[42, 655, 72, 661]
